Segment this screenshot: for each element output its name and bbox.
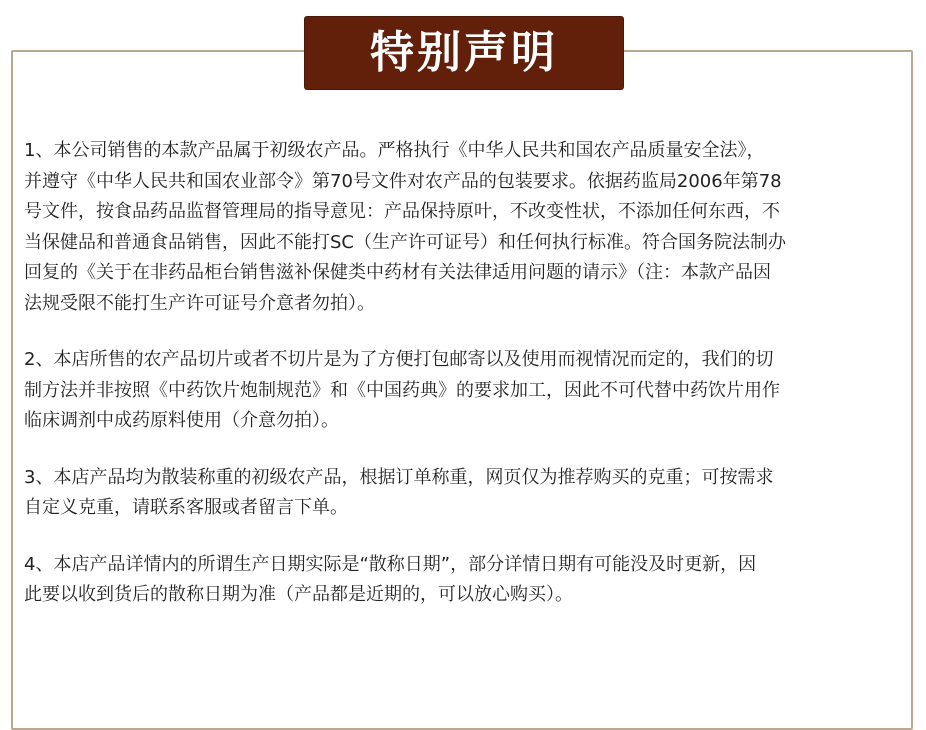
paragraph-line: 此要以收到货后的散称日期为准（产品都是近期的，可以放心购买）。 — [24, 584, 573, 605]
title-badge — [305, 17, 623, 89]
notice-paragraph-1 — [24, 136, 908, 319]
paragraph-line: 并遵守《中华人民共和国农业部令》第70号文件对农产品的包装要求。依据药监局2006年第78 — [24, 170, 782, 192]
paragraph-line: 制方法并非按照《中药饮片炮制规范》和《中国药典》的要求加工，因此不可代替中药饮片用作 — [24, 379, 780, 401]
paragraph-line: 号文件，按食品药品监督管理局的指导意见：产品保持原叶，不改变性状，不添加任何东西，不 — [24, 201, 780, 222]
paragraph-line: 当保健品和普通食品销售，因此不能打SC（生产许可证号）和任何执行标准。符合国务院法制办 — [24, 231, 786, 253]
paragraph-line: 3、本店产品均为散装称重的初级农产品，根据订单称重，网页仅为推荐购买的克重；可按需求 — [24, 466, 774, 488]
paragraph-line: 临床调剂中成药原料使用（介意勿拍）。 — [24, 410, 339, 431]
paragraph-line: 自定义克重，请联系客服或者留言下单。 — [24, 497, 348, 518]
notice-paragraph-3 — [24, 463, 908, 524]
paragraph-line: 1、本公司销售的本款产品属于初级农产品。严格执行《中华人民共和国农产品质量安全法》， — [24, 140, 765, 161]
paragraph-line: 2、本店所售的农产品切片或者不切片是为了方便打包邮寄以及使用而视情况而定的，我们的切 — [24, 349, 774, 370]
page-title: 特别声明 — [370, 27, 558, 78]
paragraph-line: 回复的《关于在非药品柜台销售滋补保健类中药材有关法律适用问题的请示》（注：本款产品因 — [24, 262, 771, 283]
notice-paragraph-4 — [24, 550, 908, 611]
paragraph-line: 4、本店产品详情内的所谓生产日期实际是“散称日期”，部分详情日期有可能没及时更新，因 — [24, 553, 757, 575]
paragraph-line: 法规受限不能打生产许可证号介意者勿拍）。 — [24, 292, 375, 314]
notice-paragraph-2 — [24, 345, 908, 437]
notice-content — [24, 136, 908, 637]
